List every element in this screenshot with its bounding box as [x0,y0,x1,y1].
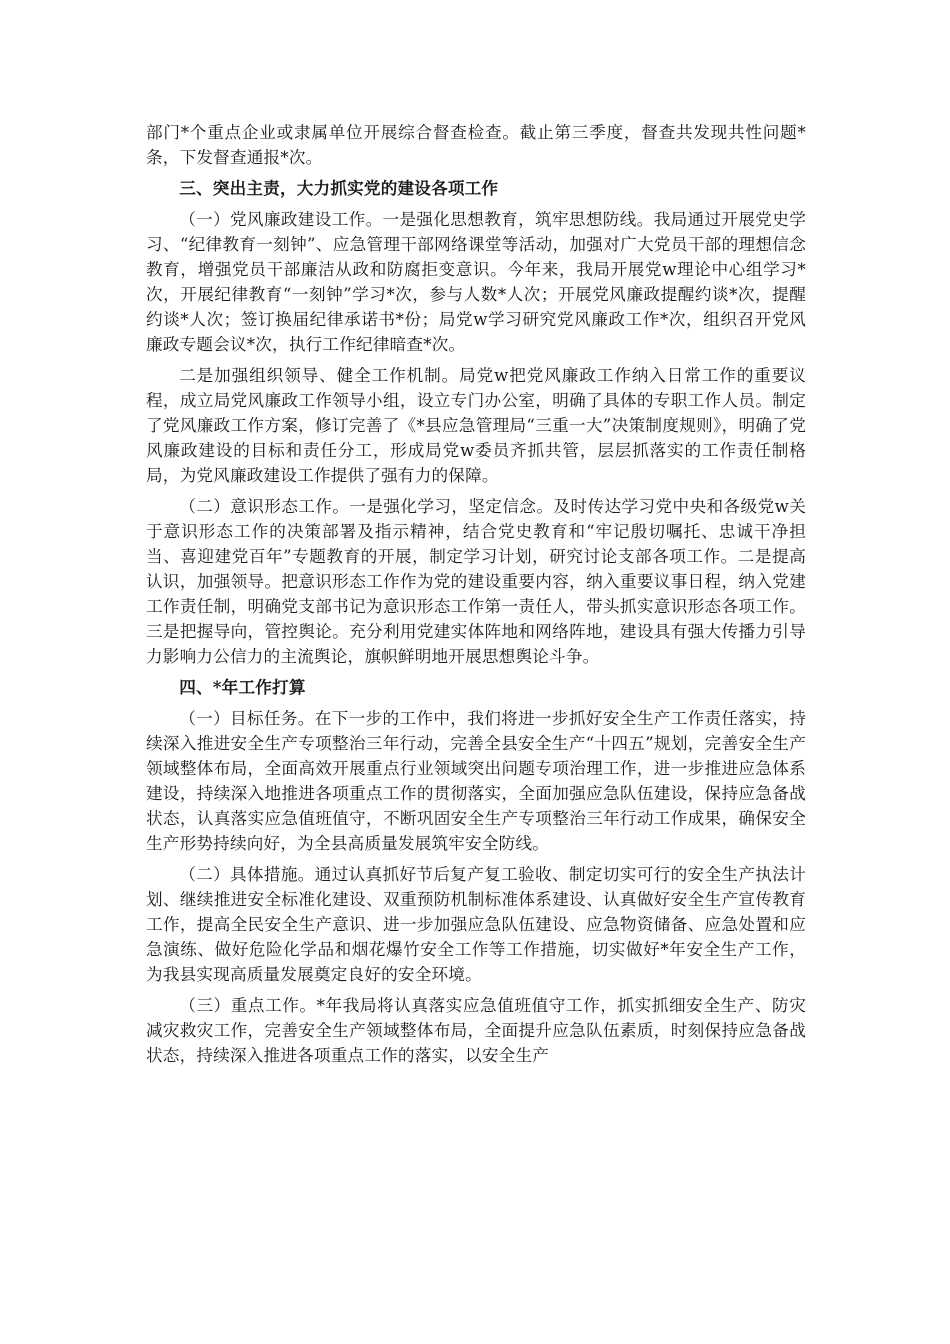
paragraph-key-work: （三）重点工作。*年我局将认真落实应急值班值守工作，抓实抓细安全生产、防灾减灾救灾工作，完善安全生产领域整体布局，全面提升应急队伍素质，时刻保持应急备战状态，持续深入推进各项重点工作的落实，以安全生产 [146,996,806,1065]
paragraph-party-integrity: （一）党风廉政建设工作。一是强化思想教育，筑牢思想防线。我局通过开展党史学习、“纪律教育一刻钟”、应急管理干部网络课堂等活动，加强对广大党员干部的理想信念教育，增强党员干部廉洁从政和防腐拒变意识。今年来，我局开展党w理论中心组学习*次，开展纪律教育“一刻钟”学习*次，参与人数*人次；开展党风廉政提醒约谈*次，提醒约谈*人次；签订换届纪律承诺书*份；局党w学习研究党风廉政工作*次，组织召开党风廉政专题会议*次，执行工作纪律暗查*次。 [146,210,806,354]
paragraph-specific-measures: （二）具体措施。通过认真抓好节后复产复工验收、制定切实可行的安全生产执法计划、继续推进安全标准化建设、双重预防机制标准体系建设、认真做好安全生产宣传教育工作，提高全民安全生产意识、进一步加强应急队伍建设、应急物资储备、应急处置和应急演练、做好危险化学品和烟花爆竹安全工作等工作措施，切实做好*年安全生产工作，为我县实现高质量发展奠定良好的安全环境。 [146,865,806,984]
paragraph-continuation: 部门*个重点企业或隶属单位开展综合督查检查。截止第三季度，督查共发现共性问题*条，下发督查通报*次。 [146,123,806,167]
paragraph-target-tasks: （一）目标任务。在下一步的工作中，我们将进一步抓好安全生产工作责任落实，持续深入推进安全生产专项整治三年行动，完善全县安全生产“十四五”规划，完善安全生产领域整体布局，全面高效开展重点行业领域突出问题专项治理工作，进一步推进应急体系建设，持续深入地推进各项重点工作的贯彻落实，全面加强应急队伍建设，保持应急备战状态，认真落实应急值班值守，不断巩固安全生产专项整治三年行动工作成果，确保安全生产形势持续向好，为全县高质量发展筑牢安全防线。 [146,709,806,853]
document-page [146,120,806,1074]
section-heading-4: 四、*年工作打算 [179,677,306,697]
section-heading-3: 三、突出主责，大力抓实党的建设各项工作 [179,178,499,198]
paragraph-ideology-work: （二）意识形态工作。一是强化学习，坚定信念。及时传达学习党中央和各级党w关于意识形态工作的决策部署及指示精神，结合党史教育和“牢记殷切嘱托、忠诚干净担当、喜迎建党百年”专题教育的开展，制定学习计划，研究讨论支部各项工作。二是提高认识，加强领导。把意识形态工作作为党的建设重要内容，纳入重要议事日程，纳入党建工作责任制，明确党支部书记为意识形态工作第一责任人，带头抓实意识形态各项工作。三是把握导向，管控舆论。充分利用党建实体阵地和网络阵地，建设具有强大传播力引导力影响力公信力的主流舆论，旗帜鲜明地开展思想舆论斗争。 [146,497,806,666]
paragraph-organization-leadership: 二是加强组织领导、健全工作机制。局党w把党风廉政工作纳入日常工作的重要议程，成立局党风廉政工作领导小组，设立专门办公室，明确了具体的专职工作人员。制定了党风廉政工作方案，修订完善了《*县应急管理局“三重一大”决策制度规则》，明确了党风廉政建设的目标和责任分工，形成局党w委员齐抓共管，层层抓落实的工作责任制格局，为党风廉政建设工作提供了强有力的保障。 [146,366,806,485]
